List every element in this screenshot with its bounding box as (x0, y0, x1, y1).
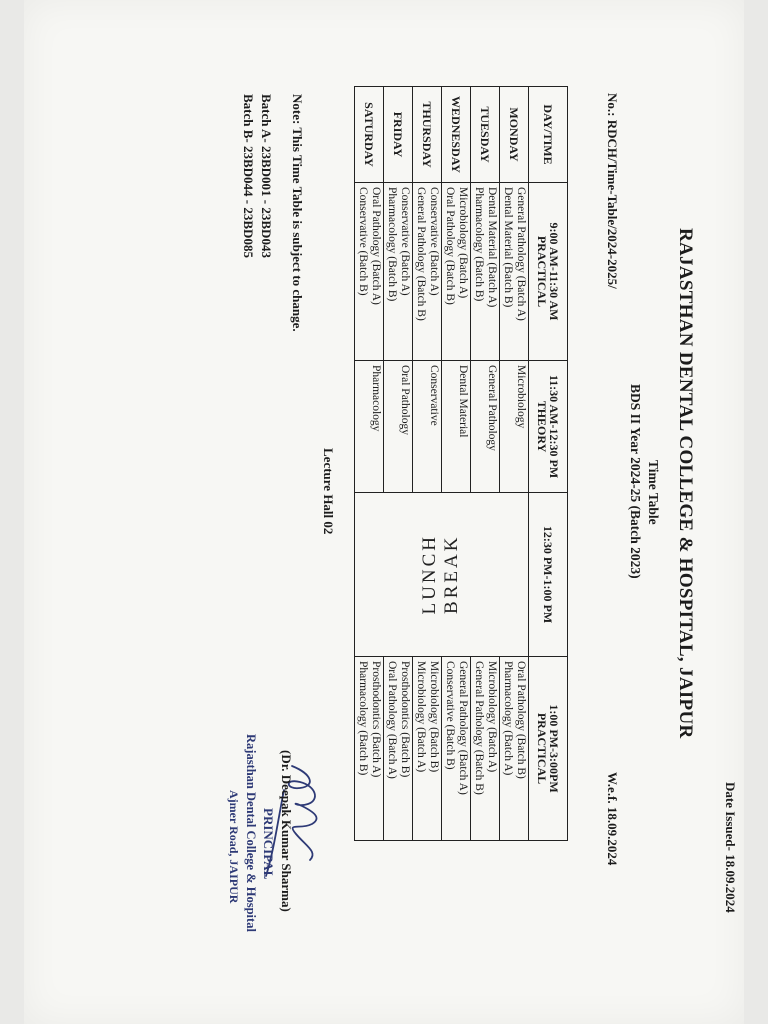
stamp-principal: PRINCIPAL (261, 808, 276, 880)
day-cell: SATURDAY (355, 87, 384, 183)
reference-number: No.: RDCH/Time-Table/2024-2025/ (605, 93, 620, 289)
course-line: BDS II Year 2024-25 (Batch 2023) (628, 384, 643, 579)
header-row (529, 87, 568, 841)
with-effect-from: W.e.f. 18.09.2024 (605, 772, 620, 866)
lecture-hall: Lecture Hall 02 (321, 448, 336, 535)
table-row (384, 87, 413, 841)
day-cell: WEDNESDAY (442, 87, 471, 183)
day-cell: MONDAY (500, 87, 529, 183)
col-theory: 11:30 AM-12:30 PM THEORY (529, 361, 568, 493)
doc-title: Time Table (646, 460, 661, 525)
afternoon-practical-cell: Prosthodontics (Batch A) Pharmacology (Batch B) (355, 657, 384, 841)
afternoon-practical-cell: Prosthodontics (Batch B) Oral Pathology (Batch A) (384, 657, 413, 841)
lunch-break-cell (355, 493, 529, 657)
date-issued: Date Issued- 18.09.2024 (723, 782, 738, 913)
batch-b-range: Batch B- 23BD044 - 23BD085 (241, 94, 256, 258)
table-row (442, 87, 471, 841)
theory-cell: Conservative (413, 361, 442, 493)
signatory-name: (Dr. Deepak Kumar Sharma) (279, 750, 294, 912)
theory-cell: Dental Material (442, 361, 471, 493)
col-lunch: 12:30 PM-1:00 PM (529, 493, 568, 657)
day-cell: FRIDAY (384, 87, 413, 183)
theory-cell: Microbiology (500, 361, 529, 493)
timetable (354, 86, 568, 841)
table-row (500, 87, 529, 841)
stamp-address: Ajmer Road, JAIPUR (227, 790, 241, 904)
afternoon-practical-cell: Oral Pathology (Batch B) Pharmacology (Batch A) (500, 657, 529, 841)
table-row (471, 87, 500, 841)
stamp-college: Rajasthan Dental College & Hospital (244, 734, 258, 932)
col-morning-practical: 9:00 AM-11:30 AM PRACTICAL (529, 183, 568, 361)
note-text: Note: This Time Table is subject to change. (290, 94, 305, 332)
afternoon-practical-cell: Microbiology (Batch B) Microbiology (Batch A) (413, 657, 442, 841)
theory-cell: Pharmacology (355, 361, 384, 493)
batch-a-range: Batch A- 23BD001 - 23BD043 (259, 94, 274, 258)
morning-practical-cell: Conservative (Batch A) General Pathology (Batch B) (413, 183, 442, 361)
scanned-page (24, 0, 744, 1024)
day-cell: TUESDAY (471, 87, 500, 183)
lunch-break-text: LUNCH BREAK (419, 534, 463, 615)
table-row (413, 87, 442, 841)
afternoon-practical-cell: General Pathology (Batch A) Conservative (Batch B) (442, 657, 471, 841)
afternoon-practical-cell: Microbiology (Batch A) General Pathology (Batch B) (471, 657, 500, 841)
morning-practical-cell: Microbiology (Batch A) Oral Pathology (Batch B) (442, 183, 471, 361)
morning-practical-cell: Oral Pathology (Batch A) Conservative (Batch B) (355, 183, 384, 361)
rotated-document (24, 0, 768, 1024)
theory-cell: Oral Pathology (384, 361, 413, 493)
col-afternoon-practical: 1:00 PM-3:00PM PRACTICAL (529, 657, 568, 841)
morning-practical-cell: Conservative (Batch A) Pharmacology (Batch B) (384, 183, 413, 361)
morning-practical-cell: Dental Material (Batch A) Pharmacology (Batch B) (471, 183, 500, 361)
col-day-time: DAY/TIME (529, 87, 568, 183)
day-cell: THURSDAY (413, 87, 442, 183)
theory-cell: General Pathology (471, 361, 500, 493)
morning-practical-cell: General Pathology (Batch A) Dental Material (Batch B) (500, 183, 529, 361)
college-title: RAJASTHAN DENTAL COLLEGE & HOSPITAL, JAIPUR (675, 228, 696, 739)
table-row (355, 87, 384, 841)
